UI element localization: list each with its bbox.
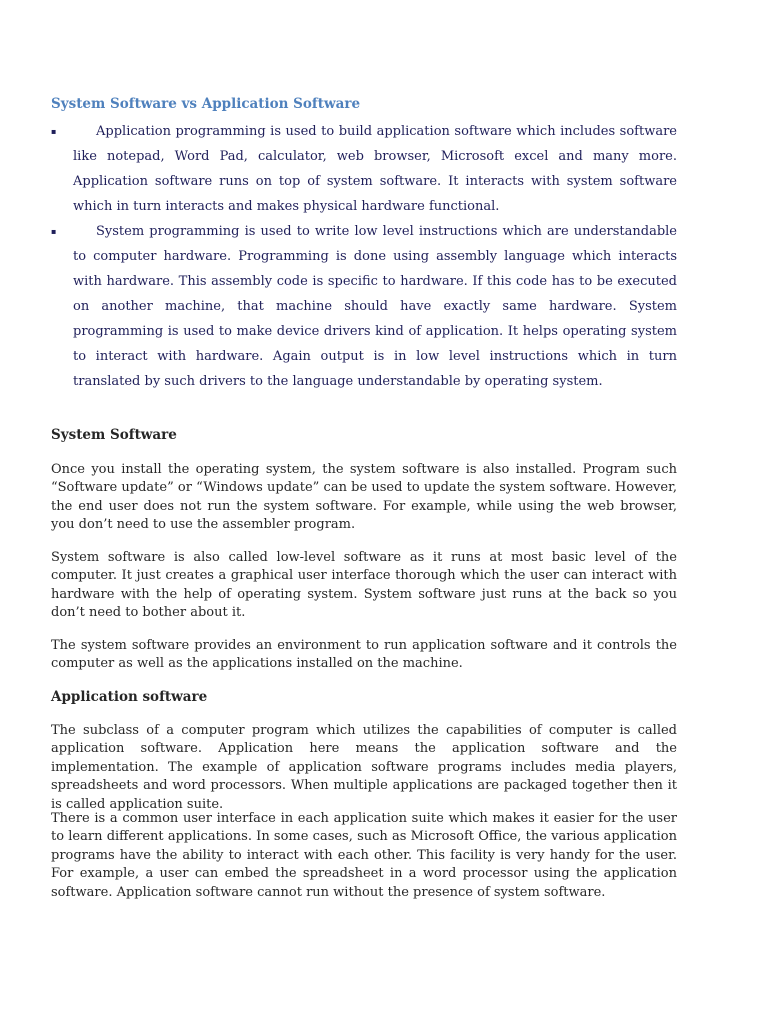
bullet-item <box>51 219 677 394</box>
bullet-marker-icon: ▪ <box>51 227 57 236</box>
bullet-item <box>51 119 677 219</box>
paragraph: Once you install the operating system, the system software is also installed. Program such “Software update” or “Windows update” can be used to update the system software. However, the end user does not run the system software. For example, while using the web browser, you don’t need to use the assembler program. <box>51 462 677 533</box>
paragraph: The system software provides an environment to run application software and it controls the computer as well as the applications installed on the machine. <box>51 638 677 672</box>
bullet-text: System programming is used to write low level instructions which are understandable to computer hardware. Programming is done using assembly language which interacts with hardware. This assembly code is specific to hardware. If this code has to be executed on another machine, that machine should have exactly same hardware. System programming is used to make device drivers kind of application. It helps operating system to interact with hardware. Again output is in low level instructions which in turn translated by such drivers to the language understandable by operating system. <box>73 224 677 389</box>
bullet-list <box>51 119 677 394</box>
application-software-heading: Application software <box>51 689 208 705</box>
system-software-heading: System Software <box>51 427 177 443</box>
paragraph: The subclass of a computer program which utilizes the capabilities of computer is called application software. Application here means the application software and the implementation. The example of application software programs includes media players, spreadsheets and word processors. When multiple applications are packaged together then it is called application suite. <box>51 723 677 812</box>
paragraph: There is a common user interface in each application suite which makes it easier for the user to learn different applications. In some cases, such as Microsoft Office, the various application programs have the ability to interact with each other. This facility is very handy for the user. For example, a user can embed the spreadsheet in a word processor using the application software. Application software cannot run without the presence of system software. <box>51 811 677 900</box>
bullet-text: Application programming is used to build application software which includes software like notepad, Word Pad, calculator, web browser, Microsoft excel and many more. Application software runs on top of system software. It interacts with system software which in turn interacts and makes physical hardware functional. <box>73 124 677 214</box>
bullet-marker-icon: ▪ <box>51 127 57 136</box>
paragraph: System software is also called low-level software as it runs at most basic level of the computer. It just creates a graphical user interface thorough which the user can interact with hardware with the help of operating system. System software just runs at the back so you don’t need to bother about it. <box>51 550 677 621</box>
document-title: System Software vs Application Software <box>51 96 361 112</box>
